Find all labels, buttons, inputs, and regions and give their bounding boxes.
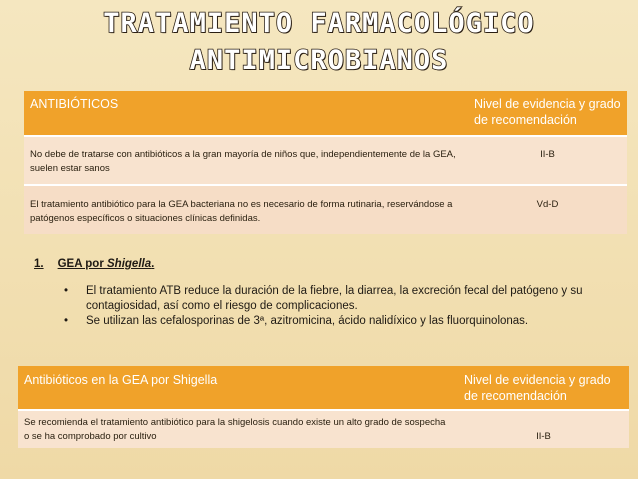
header-evidence-level: Nivel de evidencia y grado de recomendación <box>468 91 627 136</box>
header-evidence-level: Nivel de evidencia y grado de recomendación <box>458 366 629 410</box>
table-row <box>24 136 627 185</box>
list-item <box>64 284 624 314</box>
table-row <box>24 185 627 234</box>
slide-title-line1: TRATAMIENTO FARMACOLÓGICO <box>103 8 535 39</box>
bullet-icon: • <box>64 285 69 297</box>
bullet-text: Se utilizan las cefalosporinas de 3ª, azitromicina, ácido nalidíxico y las fluorquinolonas. <box>86 315 529 327</box>
bullet-icon: • <box>64 315 69 327</box>
row-evidence-grade: II-B <box>458 410 629 448</box>
section-number: 1. <box>34 258 44 270</box>
slide-title-line2: ANTIMICROBIANOS <box>189 45 449 76</box>
list-item <box>64 314 624 329</box>
header-antibioticos: ANTIBIÓTICOS <box>24 91 468 136</box>
header-antibioticos-shigella: Antibióticos en la GEA por Shigella <box>18 366 458 410</box>
antibiotics-table <box>24 91 627 234</box>
section-title: GEA por Shigella. <box>57 258 155 270</box>
shigella-table <box>18 366 629 448</box>
table-header-row <box>24 91 627 136</box>
row-evidence-grade: Vd-D <box>468 185 627 234</box>
bullet-text: El tratamiento ATB reduce la duración de la fiebre, la diarrea, la excreción fecal del patógeno y su contagiosidad, así como el riesgo de complicaciones. <box>86 285 583 312</box>
shigella-section <box>34 258 624 329</box>
row-recommendation-text: El tratamiento antibiótico para la GEA bacteriana no es necesario de forma rutinaria, reservándose a patógenos específicos o situaciones clínicas definidas. <box>24 185 468 234</box>
table-row <box>18 410 629 448</box>
row-recommendation-text: No debe de tratarse con antibióticos a la gran mayoría de niños que, independientemente de la GEA, suelen estar sanos <box>24 136 468 185</box>
table-header-row <box>18 366 629 410</box>
row-recommendation-text: Se recomienda el tratamiento antibiótico para la shigelosis cuando existe un alto grado de sospecha o se ha comprobado por cultivo <box>18 410 458 448</box>
section-heading <box>34 258 624 270</box>
row-evidence-grade: II-B <box>468 136 627 185</box>
shigella-bullet-list <box>34 284 624 329</box>
